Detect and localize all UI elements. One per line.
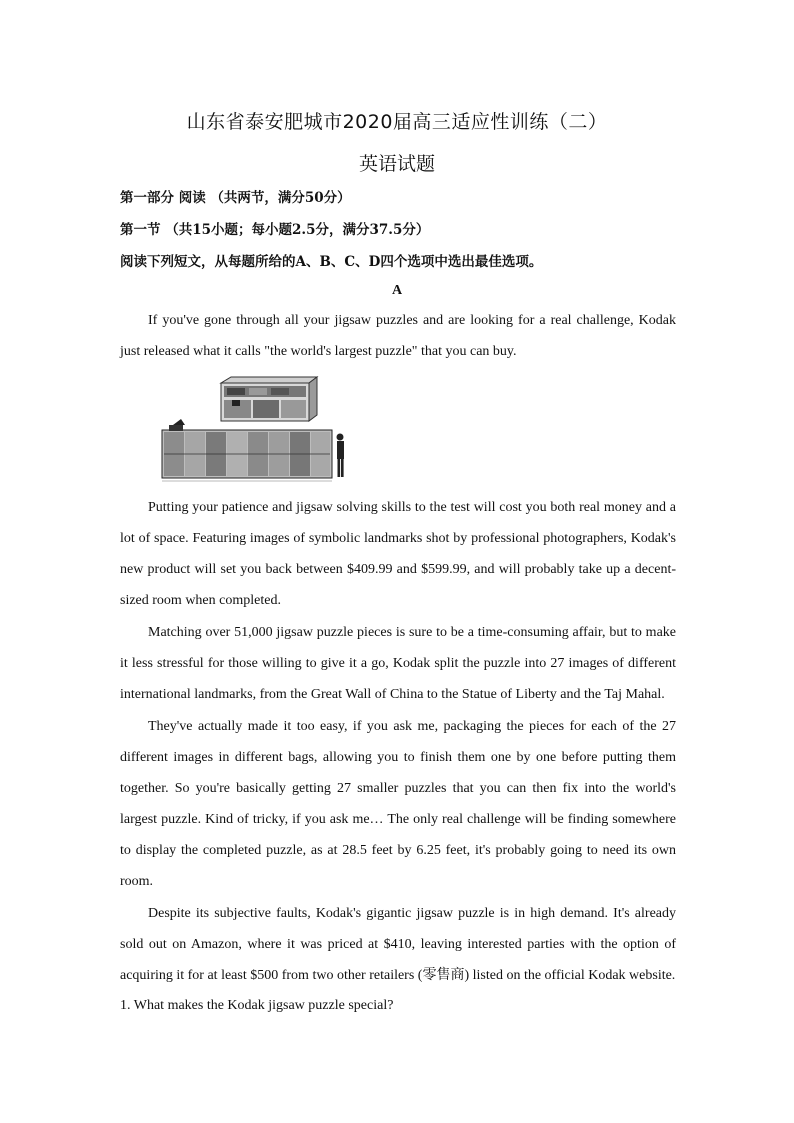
question-1: 1. What makes the Kodak jigsaw puzzle special? <box>120 998 394 1013</box>
person-figure <box>337 434 345 478</box>
paragraph-1: If you've gone through all your jigsaw puzzles and are looking for a real challenge, Kodak just released what it calls "the world's largest puzzle" that you can buy. <box>120 313 676 359</box>
paragraph-5: Despite its subjective faults, Kodak's gigantic jigsaw puzzle is in high demand. It's already sold out on Amazon, where it was priced at $410, leaving interested parties with the option of acquiring it for at least $500 from two other retailers (零售商) listed on the official Kodak website. <box>120 906 676 983</box>
directions-text: 阅读下列短文，从每题所给的A、B、C、D四个选项中选出最佳选项。 <box>120 254 543 270</box>
paragraph-3: Matching over 51,000 jigsaw puzzle pieces is sure to be a time-consuming affair, but to make it less stressful for those willing to give it a go, Kodak split the puzzle into 27 images of different international landmarks, from the Great Wall of China to the Statue of Liberty and the Taj Mahal. <box>120 625 676 702</box>
passage-label: A <box>391 283 403 298</box>
puzzle-figure <box>157 375 362 487</box>
section-heading: 第一节 （共15小题；每小题2.5分，满分37.5分） <box>120 222 430 238</box>
puzzle-illustration <box>157 375 362 487</box>
paragraph-4: They've actually made it too easy, if you ask me, packaging the pieces for each of the 27 different images in different bags, allowing you to finish them one by one before putting them together. So you're basically getting 27 smaller puzzles that you can then fix into the world's largest puzzle. Kind of tricky, if you ask me… The only real challenge will be finding somewhere to display the completed puzzle, as at 28.5 feet by 6.25 feet, it's probably going to need its own room. <box>120 719 676 889</box>
document-subtitle: 英语试题 <box>358 153 435 175</box>
puzzle-box <box>221 377 317 421</box>
part-heading: 第一部分 阅读 （共两节，满分50分） <box>120 190 351 206</box>
paragraph-2: Putting your patience and jigsaw solving skills to the test will cost you both real money and a lot of space. Featuring images of symbolic landmarks shot by professional photographers, Kodak's new product will set you back between $409.99 and $599.99, and will probably take up a decent-sized room when completed. <box>120 500 676 608</box>
puzzle-strip <box>162 419 332 478</box>
document-title: 山东省泰安肥城市2020届高三适应性训练（二） <box>186 111 608 133</box>
